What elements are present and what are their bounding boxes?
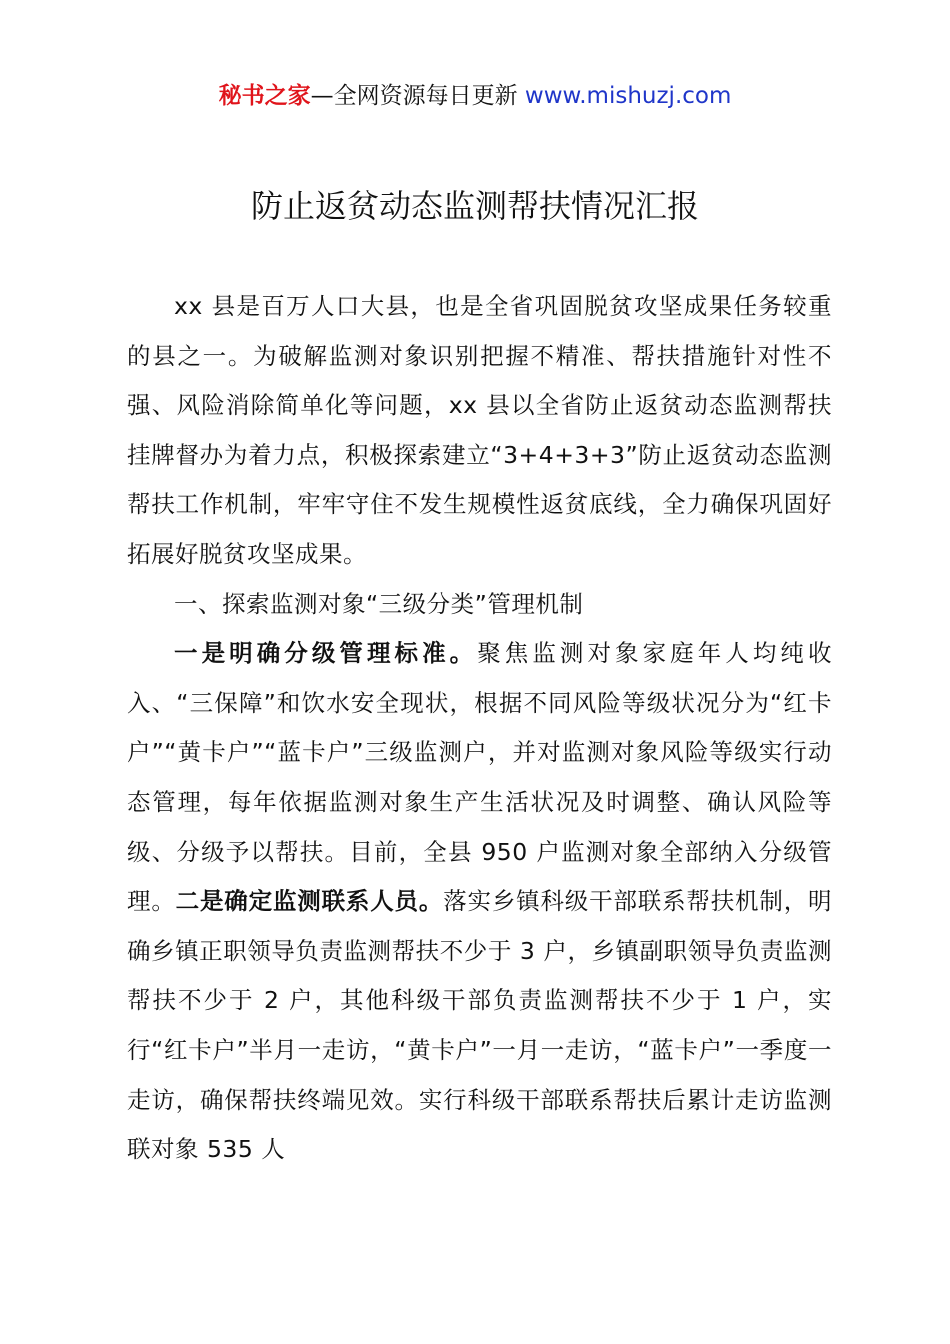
- site-url-link[interactable]: www.mishuzj.com: [524, 83, 732, 109]
- site-banner: [0, 80, 950, 112]
- section-1-paragraph: [127, 629, 832, 1175]
- banner-tagline: —全网资源每日更新: [310, 83, 525, 109]
- section-heading-1: 一、探索监测对象“三级分类”管理机制: [174, 589, 584, 618]
- brand-name: 秘书之家: [218, 83, 311, 109]
- point-1-label: 一是明确分级管理标准。: [174, 639, 478, 668]
- point-1-text: 聚焦监测对象家庭年人均纯收入、“三保障”和饮水安全现状，根据不同风险等级状况分为“红卡户”“黄卡户”“蓝卡户”三级监测户，并对监测对象风险等级实行动态管理，每年依据监测对象生产生活状况及时调整、确认风险等级、分级予以帮扶。目前，全县 950 户监测对象全部纳入分级管理。: [127, 639, 833, 916]
- intro-paragraph: xx 县是百万人口大县，也是全省巩固脱贫攻坚成果任务较重的县之一。为破解监测对象识别把握不精准、帮扶措施针对性不强、风险消除简单化等问题，xx 县以全省防止返贫动态监测帮扶挂牌督办为着力点，积极探索建立“3+4+3+3”防止返贫动态监测帮扶工作机制，牢牢守住不发生规模性返贫底线，全力确保巩固好拓展好脱贫攻坚成果。: [127, 292, 832, 568]
- point-2-label: 二是确定监测联系人员。: [175, 887, 444, 916]
- document-body: [127, 282, 832, 1175]
- document-title: 防止返贫动态监测帮扶情况汇报: [250, 187, 699, 225]
- point-2-text: 落实乡镇科级干部联系帮扶机制，明确乡镇正职领导负责监测帮扶不少于 3 户，乡镇副职领导负责监测帮扶不少于 2 户，其他科级干部负责监测帮扶不少于 1 户，实行“红卡户”半月一走访，“黄卡户”一月一走访，“蓝卡户”一季度一走访，确保帮扶终端见效。实行科级干部联系帮扶后累计走访监测联对象 535 人: [127, 887, 833, 1164]
